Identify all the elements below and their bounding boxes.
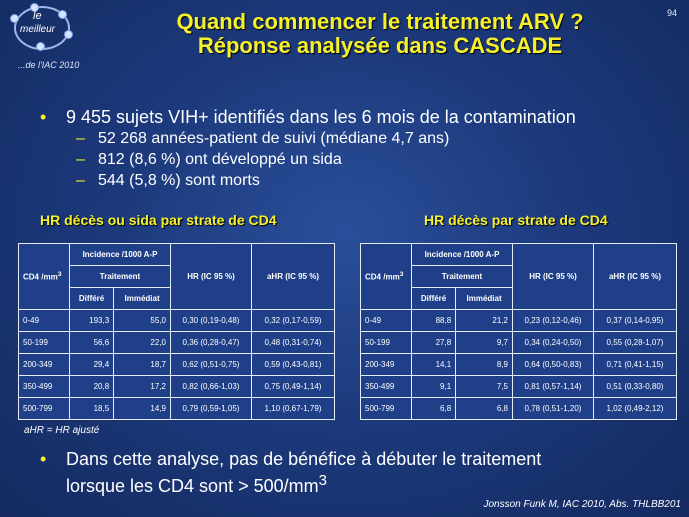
ahr-header: aHR (IC 95 %) [252,244,335,310]
cell-ahr: 0,48 (0,31-0,74) [252,332,335,354]
bullet-list [40,107,680,191]
cell-immediat: 22,0 [114,332,171,354]
cell-hr: 0,30 (0,19-0,48) [171,310,252,332]
cell-hr: 0,81 (0,57-1,14) [513,376,594,398]
bullet-dot-icon: • [40,449,47,469]
cell-differe: 18,5 [70,398,114,420]
logo [8,4,80,70]
ahr-note: aHR = HR ajusté [24,425,100,436]
cell-hr: 0,79 (0,59-1,05) [171,398,252,420]
sub-bullet-text: 52 268 années-patient de suivi (médiane 4,7 ans) [98,130,450,147]
conclusion-line-1: Dans cette analyse, pas de bénéfice à débuter le traitement [66,449,542,469]
cell-immediat: 8,9 [456,354,513,376]
cell-ahr: 0,71 (0,41-1,15) [594,354,677,376]
table-row [19,398,335,420]
bullet-dot-icon: • [40,107,47,127]
sub-bullet [40,128,680,149]
cell-cd4-stratum: 50-199 [19,332,70,354]
page-number: 94 [666,8,677,18]
table-row [19,354,335,376]
cd4-header: CD4 $/mm^3$ [361,244,412,310]
cell-immediat: 21,2 [456,310,513,332]
cell-ahr: 0,55 (0,28-1,07) [594,332,677,354]
sub-bullet-text: 544 (5,8 %) sont morts [98,172,260,189]
cell-hr: 0,34 (0,24-0,50) [513,332,594,354]
table-row [19,332,335,354]
cell-immediat: 18,7 [114,354,171,376]
main-bullet-text: 9 455 sujets VIH+ identifiés dans les 6 mois de la contamination [66,107,576,127]
logo-subtitle: ...de l'IAC 2010 [18,60,80,70]
traitement-header: Traitement [412,266,513,288]
slide-title [100,10,660,58]
cell-cd4-stratum: 50-199 [361,332,412,354]
title-line-2: Réponse analysée dans CASCADE [197,33,563,58]
right-hr-table [360,243,677,420]
logo-dot-icon [10,14,19,23]
conclusion-bullet [40,448,666,497]
cell-cd4-stratum: 200-349 [19,354,70,376]
cell-ahr: 1,10 (0,67-1,79) [252,398,335,420]
table-row [361,310,677,332]
differe-header: Différé [412,288,456,310]
cell-hr: 0,36 (0,28-0,47) [171,332,252,354]
logo-text-meilleur: meilleur [20,24,56,35]
cell-hr: 0,82 (0,66-1,03) [171,376,252,398]
cell-differe: 14,1 [412,354,456,376]
cell-differe: 9,1 [412,376,456,398]
left-hr-table [18,243,335,420]
ahr-header: aHR (IC 95 %) [594,244,677,310]
cell-hr: 0,64 (0,50-0,83) [513,354,594,376]
cell-differe: 56,6 [70,332,114,354]
cell-differe: 20,8 [70,376,114,398]
cell-immediat: 9,7 [456,332,513,354]
logo-dot-icon [36,42,45,51]
cell-cd4-stratum: 0-49 [19,310,70,332]
logo-text-le: le [33,10,42,22]
immediat-header: Immédiat [114,288,171,310]
cell-immediat: 6,8 [456,398,513,420]
cell-cd4-stratum: 500-799 [361,398,412,420]
cell-cd4-stratum: 350-499 [361,376,412,398]
cell-cd4-stratum: 350-499 [19,376,70,398]
incidence-header: Incidence /1000 A-P [70,244,171,266]
cell-hr: 0,78 (0,51-1,20) [513,398,594,420]
left-table-body [19,310,335,420]
cell-cd4-stratum: 500-799 [19,398,70,420]
table-header-row [19,244,335,266]
differe-header: Différé [70,288,114,310]
title-line-1: Quand commencer le traitement ARV ? [176,9,584,34]
sub-bullet-text: 812 (8,6 %) ont développé un sida [98,151,342,168]
cell-ahr: 0,37 (0,14-0,95) [594,310,677,332]
conclusion-line-2: lorsque les CD4 sont > $500/mm^3$ [66,472,327,496]
cell-immediat: 17,2 [114,376,171,398]
cell-cd4-stratum: 0-49 [361,310,412,332]
cell-hr: 0,62 (0,51-0,75) [171,354,252,376]
left-table-heading: HR décès ou sida par strate de CD4 [40,212,277,228]
table-row [19,310,335,332]
right-table-body [361,310,677,420]
cell-differe: 27,8 [412,332,456,354]
cell-immediat: 14,9 [114,398,171,420]
cell-immediat: 7,5 [456,376,513,398]
cell-differe: 6,8 [412,398,456,420]
cell-hr: 0,23 (0,12-0,46) [513,310,594,332]
sub-bullet [40,149,680,170]
table-header-row [361,244,677,266]
logo-dot-icon [64,30,73,39]
dash-icon: – [76,151,85,168]
cell-ahr: 0,51 (0,33-0,80) [594,376,677,398]
immediat-header: Immédiat [456,288,513,310]
cell-differe: 88,8 [412,310,456,332]
cell-differe: 193,3 [70,310,114,332]
hr-header: HR (IC 95 %) [513,244,594,310]
table-row [361,332,677,354]
cell-ahr: 0,32 (0,17-0,59) [252,310,335,332]
traitement-header: Traitement [70,266,171,288]
dash-icon: – [76,172,85,189]
cell-ahr: 0,59 (0,43-0,81) [252,354,335,376]
table-row [19,376,335,398]
table-row [361,376,677,398]
dash-icon: – [76,130,85,147]
cell-immediat: 55,0 [114,310,171,332]
cell-ahr: 0,75 (0,49-1,14) [252,376,335,398]
cell-ahr: 1,02 (0,49-2,12) [594,398,677,420]
cell-cd4-stratum: 200-349 [361,354,412,376]
cell-differe: 29,4 [70,354,114,376]
sub-bullet [40,170,680,191]
logo-dot-icon [58,10,67,19]
cd4-header: CD4 $/mm^3$ [19,244,70,310]
table-row [361,398,677,420]
incidence-header: Incidence /1000 A-P [412,244,513,266]
hr-header: HR (IC 95 %) [171,244,252,310]
right-table-heading: HR décès par strate de CD4 [424,212,608,228]
main-bullet [40,107,680,128]
source-citation: Jonsson Funk M, IAC 2010, Abs. THLBB201 [483,499,681,510]
table-row [361,354,677,376]
